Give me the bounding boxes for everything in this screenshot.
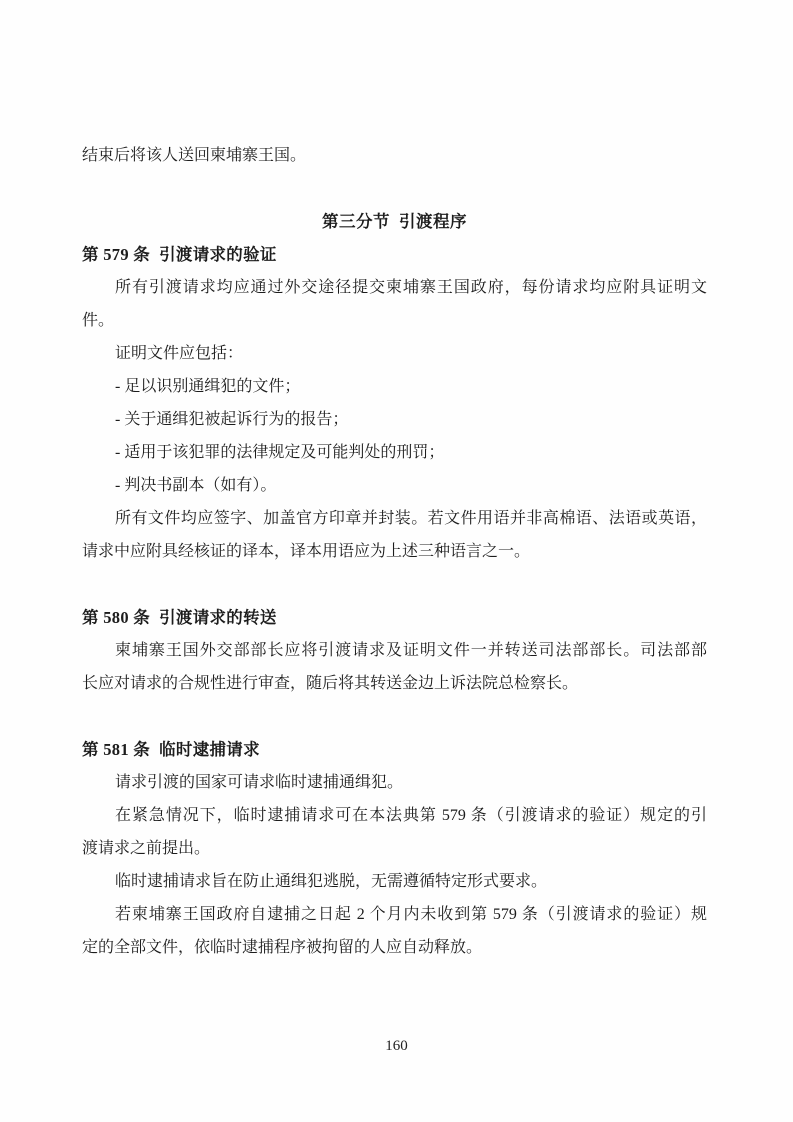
list-item: - 关于通缉犯被起诉行为的报告； [115, 411, 349, 428]
text-line: 长应对请求的合规性进行审查，随后将其转送金边上诉法院总检察长。 [82, 675, 579, 692]
text-line: 证明文件应包括： [115, 345, 244, 362]
text-line: 请求引渡的国家可请求临时逮捕通缉犯。 [115, 774, 404, 791]
list-item: - 适用于该犯罪的法律规定及可能判处的刑罚； [115, 444, 445, 461]
article-heading [82, 601, 707, 634]
article-heading [82, 238, 707, 271]
section-title: 引渡程序 [399, 212, 467, 231]
article-title: 引渡请求的验证 [159, 245, 277, 264]
article-heading [82, 733, 707, 766]
blank-line [82, 172, 707, 205]
text-line: 临时逮捕请求旨在防止通缉犯逃脱，无需遵循特定形式要求。 [115, 873, 548, 890]
text-line: 结束后将该人送回柬埔寨王国。 [82, 147, 307, 164]
text-line: 渡请求之前提出。 [82, 840, 211, 857]
article-number: 第 579 条 [82, 245, 151, 264]
text-line: 定的全部文件，依临时逮捕程序被拘留的人应自动释放。 [82, 939, 483, 956]
text-line: 所有引渡请求均应通过外交途径提交柬埔寨王国政府，每份请求均应附具证明文 [115, 279, 707, 296]
list-item: - 足以识别通缉犯的文件； [115, 378, 301, 395]
page-number: 160 [385, 1038, 408, 1054]
text-line: 件。 [82, 312, 115, 329]
article-number: 第 580 条 [82, 608, 151, 627]
document-content [82, 139, 707, 964]
section-heading [82, 205, 707, 238]
text-line: 所有文件均应签字、加盖官方印章并封装。若文件用语并非高棉语、法语或英语， [115, 510, 707, 527]
blank-line [82, 568, 707, 601]
section-number: 第三分节 [322, 212, 390, 231]
article-title: 临时逮捕请求 [159, 740, 260, 759]
list-item: - 判决书副本（如有）。 [115, 477, 277, 494]
article-number: 第 581 条 [82, 740, 151, 759]
text-line: 请求中应附具经核证的译本，译本用语应为上述三种语言之一。 [82, 543, 531, 560]
text-line: 若柬埔寨王国政府自逮捕之日起 2 个月内未收到第 579 条（引渡请求的验证）规 [115, 906, 707, 923]
article-title: 引渡请求的转送 [159, 608, 277, 627]
text-line: 柬埔寨王国外交部部长应将引渡请求及证明文件一并转送司法部部长。司法部部 [115, 642, 707, 659]
text-line: 在紧急情况下，临时逮捕请求可在本法典第 579 条（引渡请求的验证）规定的引 [115, 807, 707, 824]
blank-line [82, 700, 707, 733]
